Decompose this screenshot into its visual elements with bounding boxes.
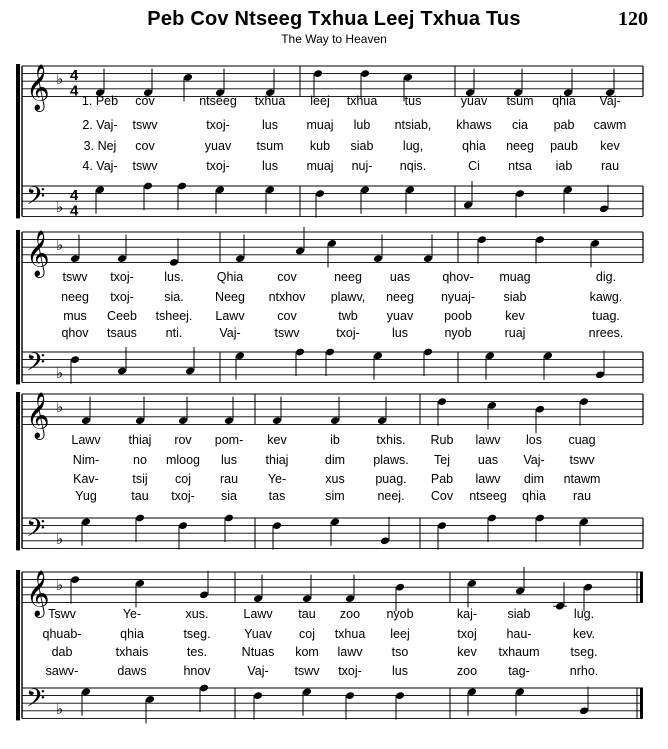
lyric-syllable: ruaj	[504, 326, 526, 340]
lyric-syllable: zoo	[456, 664, 478, 678]
treble-clef-icon: 𝄞	[26, 65, 50, 110]
lyric-syllable: tswv	[274, 326, 300, 340]
lyric-syllable: dig.	[595, 270, 617, 284]
lyric-syllable: ntseeg	[469, 489, 507, 503]
lyric-syllable: sia.	[164, 290, 184, 304]
lyric-syllable: lus	[262, 159, 278, 173]
lyric-syllable: Vaj-	[247, 664, 269, 678]
lyric-syllable: Vaj-	[599, 94, 621, 108]
lyric-syllable: nyob	[444, 326, 472, 340]
lyric-syllable: tau	[131, 489, 149, 503]
lyric-syllable: Tswv	[48, 607, 76, 621]
lyric-syllable: siab	[507, 607, 531, 621]
lyric-syllable: nqis.	[399, 159, 427, 173]
lyric-syllable: Kav-	[73, 472, 99, 486]
music-system	[16, 567, 643, 723]
lyric-syllable: tseg.	[570, 645, 598, 659]
lyric-syllable: puag.	[375, 472, 407, 486]
lyric-syllable: neej.	[377, 489, 405, 503]
lyric-syllable: no	[133, 453, 147, 467]
lyric-syllable: ntawm	[563, 472, 601, 486]
lyric-syllable: kev	[505, 309, 525, 323]
treble-staff	[22, 567, 643, 618]
lyric-syllable: lawv	[475, 433, 501, 447]
lyric-syllable: cawm	[593, 118, 627, 132]
flat-icon: ♭	[56, 577, 64, 595]
lyric-syllable: yuav	[386, 309, 414, 323]
flat-icon: ♭	[56, 399, 64, 417]
lyric-syllable: uas	[389, 270, 411, 284]
lyric-syllable: lus	[262, 118, 278, 132]
lyric-syllable: txoj-	[206, 118, 230, 132]
lyric-syllable: muaj	[306, 159, 334, 173]
lyric-syllable: kev	[267, 433, 287, 447]
bass-staff	[22, 347, 643, 384]
lyric-syllable: lus	[392, 326, 408, 340]
lyric-syllable: rau	[572, 489, 592, 503]
lyric-syllable: lus.	[164, 270, 184, 284]
lyric-syllable: kaj-	[456, 607, 478, 621]
lyric-syllable: ntsiab,	[394, 118, 432, 132]
lyric-syllable: Nim-	[72, 453, 100, 467]
lyric-syllable: nrees.	[588, 326, 624, 340]
lyric-syllable: Lawv	[215, 309, 245, 323]
lyric-syllable: ib	[330, 433, 340, 447]
lyric-syllable: hnov	[183, 664, 211, 678]
lyric-syllable: tswv	[62, 270, 88, 284]
lyric-syllable: Rub	[430, 433, 454, 447]
lyric-syllable: ntxhov	[268, 290, 306, 304]
lyric-syllable: neeg	[506, 139, 534, 153]
lyric-syllable: leej	[310, 94, 330, 108]
lyric-syllable: txhis.	[376, 433, 406, 447]
lyric-syllable: nyuaj-	[440, 290, 476, 304]
lyric-syllable: tus	[404, 94, 422, 108]
bass-clef-icon: 𝄢	[26, 349, 46, 383]
lyric-syllable: muaj	[306, 118, 334, 132]
lyric-syllable: qhia	[552, 94, 576, 108]
flat-icon: ♭	[56, 364, 64, 382]
lyric-syllable: iab	[555, 159, 573, 173]
lyric-syllable: tswv	[132, 118, 158, 132]
lyric-syllable: Yug	[75, 489, 97, 503]
lyric-syllable: neeg	[386, 290, 414, 304]
lyric-syllable: kev	[600, 139, 620, 153]
music-system	[16, 392, 643, 550]
lyric-syllable: txhua	[254, 94, 286, 108]
lyric-syllable: tsaus	[107, 326, 137, 340]
lyric-syllable: zoo	[339, 607, 361, 621]
lyric-syllable: 3. Nej	[83, 139, 117, 153]
lyric-syllable: cov	[277, 309, 297, 323]
lyric-syllable: nti.	[165, 326, 183, 340]
final-bar-thick	[640, 572, 643, 602]
lyric-syllable: los	[526, 433, 542, 447]
lyric-syllable: Yuav	[244, 627, 272, 641]
lyric-syllable: qhov-	[442, 270, 474, 284]
treble-clef-icon: 𝄞	[26, 231, 50, 276]
lyric-syllable: Lawv	[71, 433, 101, 447]
lyric-syllable: sia	[221, 489, 237, 503]
lyric-syllable: 4. Vaj-	[82, 159, 118, 173]
lyric-syllable: xus	[325, 472, 345, 486]
lyric-syllable: qhia	[522, 489, 546, 503]
lyric-syllable: poob	[444, 309, 472, 323]
lyric-syllable: tseg.	[183, 627, 211, 641]
system-bracket	[16, 230, 20, 384]
hymn-number: 120	[618, 8, 648, 30]
bass-staff	[22, 514, 643, 550]
lyric-syllable: kub	[309, 139, 331, 153]
lyric-syllable: kawg.	[589, 290, 623, 304]
music-system	[16, 227, 643, 384]
lyric-syllable: Ye-	[267, 472, 287, 486]
flat-icon: ♭	[56, 237, 64, 255]
lyric-syllable: lawv	[337, 645, 363, 659]
lyric-syllable: Vaj-	[219, 326, 241, 340]
lyric-syllable: qhov	[61, 326, 89, 340]
lyric-syllable: Lawv	[243, 607, 273, 621]
lyric-syllable: tsij	[132, 472, 148, 486]
flat-icon: ♭	[56, 198, 64, 216]
lyric-syllable: txhaum	[498, 645, 540, 659]
lyric-syllable: lawv	[475, 472, 501, 486]
lyric-syllable: hau-	[506, 627, 532, 641]
lyric-syllable: nyob	[386, 607, 414, 621]
lyric-syllable: qhia	[120, 627, 144, 641]
system-bracket	[16, 570, 20, 720]
lyric-syllable: tag-	[508, 664, 530, 678]
bass-staff	[22, 181, 643, 219]
lyric-syllable: rov	[174, 433, 192, 447]
lyric-syllable: txoj-	[110, 270, 134, 284]
lyric-syllable: Qhia	[216, 270, 244, 284]
lyric-syllable: coj	[299, 627, 315, 641]
lyric-syllable: pab	[553, 118, 575, 132]
lyric-syllable: Ceeb	[107, 309, 137, 323]
lyric-syllable: siab	[503, 290, 527, 304]
lyric-syllable: ntseeg	[199, 94, 237, 108]
lyric-syllable: tsum	[506, 94, 534, 108]
lyric-syllable: Pab	[430, 472, 454, 486]
lyric-syllable: mloog	[165, 453, 201, 467]
lyric-syllable: txhais	[115, 645, 149, 659]
lyric-syllable: pom-	[214, 433, 244, 447]
time-signature-top: 4	[70, 67, 79, 85]
bass-clef-icon: 𝄢	[26, 183, 46, 217]
lyric-syllable: cov	[277, 270, 297, 284]
lyric-syllable: nuj-	[351, 159, 373, 173]
lyric-syllable: rau	[600, 159, 620, 173]
lyric-syllable: 1. Peb	[81, 94, 119, 108]
music-system	[16, 64, 643, 219]
lyric-syllable: twb	[338, 309, 358, 323]
lyric-syllable: tau	[298, 607, 316, 621]
time-signature-top: 4	[70, 187, 79, 205]
lyric-syllable: tsum	[256, 139, 284, 153]
lyric-syllable: muag	[499, 270, 531, 284]
time-signature-bottom: 4	[70, 202, 79, 220]
lyric-syllable: siab	[350, 139, 374, 153]
lyric-syllable: qhia	[462, 139, 486, 153]
lyric-syllable: coj	[175, 472, 191, 486]
lyric-syllable: neeg	[61, 290, 89, 304]
lyric-syllable: Tej	[434, 453, 450, 467]
lyric-syllable: txoj-	[171, 489, 195, 503]
lyric-syllable: thiaj	[265, 453, 289, 467]
flat-icon: ♭	[56, 71, 64, 89]
bass-clef-icon: 𝄢	[26, 685, 46, 719]
lyric-syllable: cia	[512, 118, 528, 132]
lyric-syllable: kev	[457, 645, 477, 659]
lyric-syllable: txoj-	[110, 290, 134, 304]
treble-clef-icon: 𝄞	[26, 571, 50, 616]
lyric-syllable: xus.	[185, 607, 209, 621]
lyric-syllable: plaws.	[373, 453, 409, 467]
system-bracket	[16, 392, 20, 550]
flat-icon: ♭	[56, 700, 64, 718]
lyric-syllable: dim	[523, 472, 545, 486]
lyric-syllable: Ye-	[122, 607, 142, 621]
lyric-syllable: daws	[117, 664, 147, 678]
lyric-syllable: cov	[135, 94, 155, 108]
lyric-syllable: uas	[477, 453, 499, 467]
lyric-syllable: 2. Vaj-	[82, 118, 118, 132]
hymn-title: Peb Cov Ntseeg Txhua Leej Txhua Tus	[147, 8, 521, 30]
lyric-syllable: kom	[295, 645, 319, 659]
lyric-syllable: qhuab-	[42, 627, 82, 641]
lyric-syllable: txhua	[334, 627, 366, 641]
lyric-syllable: sim	[325, 489, 345, 503]
lyric-syllable: Vaj-	[523, 453, 545, 467]
time-signature-bottom: 4	[70, 82, 79, 100]
lyric-syllable: dab	[51, 645, 73, 659]
lyric-syllable: lus	[221, 453, 237, 467]
final-bar-thick	[640, 688, 643, 718]
lyric-syllable: sawv-	[45, 664, 79, 678]
lyric-syllable: txhua	[346, 94, 378, 108]
lyric-syllable: Neeg	[215, 290, 245, 304]
lyric-syllable: Cov	[430, 489, 454, 503]
lyric-syllable: tswv	[294, 664, 320, 678]
lyric-syllable: Ntuas	[241, 645, 275, 659]
lyric-syllable: yuav	[460, 94, 488, 108]
lyric-syllable: cov	[135, 139, 155, 153]
bass-clef-icon: 𝄢	[26, 515, 46, 549]
lyric-syllable: txoj	[457, 627, 477, 641]
lyric-syllable: cuag	[568, 433, 596, 447]
lyric-syllable: plawv,	[330, 290, 366, 304]
lyric-syllable: ntsa	[508, 159, 532, 173]
lyric-syllable: tas	[268, 489, 286, 503]
hymn-subtitle: The Way to Heaven	[281, 32, 387, 46]
lyric-syllable: txoj-	[336, 326, 360, 340]
lyric-syllable: tuag.	[592, 309, 620, 323]
lyric-syllable: rau	[219, 472, 239, 486]
lyric-syllable: dim	[324, 453, 346, 467]
system-bracket	[16, 64, 20, 218]
lyric-syllable: tsheej.	[155, 309, 193, 323]
lyric-syllable: lug.	[573, 607, 595, 621]
lyric-syllable: tswv	[132, 159, 158, 173]
lyric-syllable: mus	[63, 309, 87, 323]
lyric-syllable: neeg	[334, 270, 362, 284]
lyric-syllable: tswv	[569, 453, 595, 467]
lyric-syllable: lus	[392, 664, 408, 678]
flat-icon: ♭	[56, 530, 64, 548]
lyric-syllable: yuav	[204, 139, 232, 153]
lyric-syllable: khaws	[456, 118, 492, 132]
bass-staff	[22, 684, 643, 724]
lyric-syllable: thiaj	[128, 433, 152, 447]
lyric-syllable: lug,	[402, 139, 424, 153]
lyric-syllable: paub	[550, 139, 578, 153]
lyric-syllable: tso	[391, 645, 409, 659]
lyric-syllable: leej	[390, 627, 410, 641]
lyric-syllable: Ci	[468, 159, 480, 173]
lyric-syllable: txoj-	[206, 159, 230, 173]
lyric-syllable: tes.	[186, 645, 208, 659]
lyric-syllable: kev.	[573, 627, 595, 641]
lyric-syllable: nrho.	[569, 664, 599, 678]
treble-clef-icon: 𝄞	[26, 393, 50, 438]
lyric-syllable: lub	[353, 118, 371, 132]
lyric-syllable: txoj-	[338, 664, 362, 678]
